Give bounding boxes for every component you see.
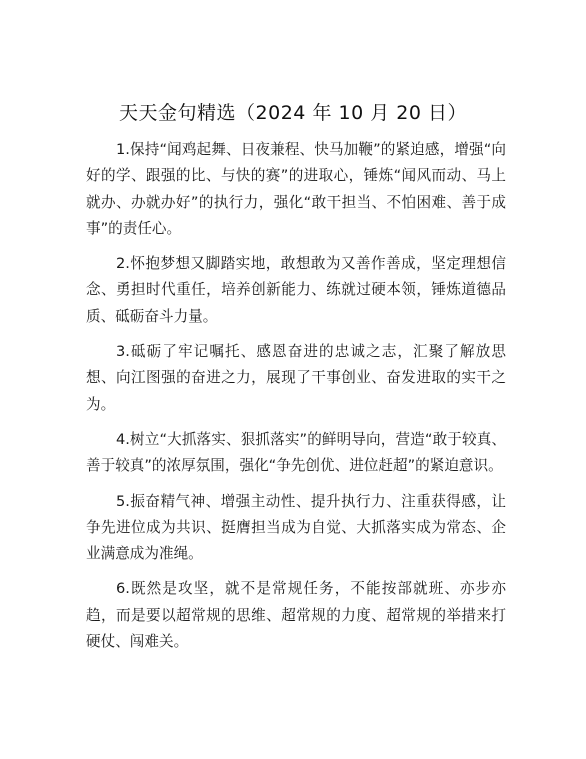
paragraph-4: 4.树立“大抓落实、狠抓落实”的鲜明导向，营造“敢于较真、善于较真”的浓厚氛围，强化“争先创优、进位赶超”的紧迫意识。 xyxy=(86,430,506,475)
document-body xyxy=(86,137,506,664)
paragraph-3: 3.砥砺了牢记嘱托、感恩奋进的忠诚之志，汇聚了解放思想、向江图强的奋进之力，展现了干事创业、奋发进取的实干之为。 xyxy=(86,343,506,413)
paragraph-1: 1.保持“闻鸡起舞、日夜兼程、快马加鞭”的紧迫感，增强“向好的学、跟强的比、与快的赛”的进取心，锤炼“闻风而动、马上就办、办就办好”的执行力，强化“敢干担当、不怕困难、善于成事”的责任心。 xyxy=(86,141,506,237)
paragraph-2: 2.怀抱梦想又脚踏实地，敢想敢为又善作善成，坚定理想信念、勇担时代重任，培养创新能力、练就过硬本领，锤炼道德品质、砥砺奋斗力量。 xyxy=(86,255,506,325)
paragraph-6: 6.既然是攻坚，就不是常规任务，不能按部就班、亦步亦趋，而是要以超常规的思维、超常规的力度、超常规的举措来打硬仗、闯难关。 xyxy=(86,580,506,651)
page-title: 天天金句精选（2024 年 10 月 20 日） xyxy=(119,102,467,124)
paragraph-5: 5.振奋精气神、增强主动性、提升执行力、注重获得感，让争先进位成为共识、挺膺担当成为自觉、大抓落实成为常态、企业满意成为准绳。 xyxy=(86,492,506,563)
